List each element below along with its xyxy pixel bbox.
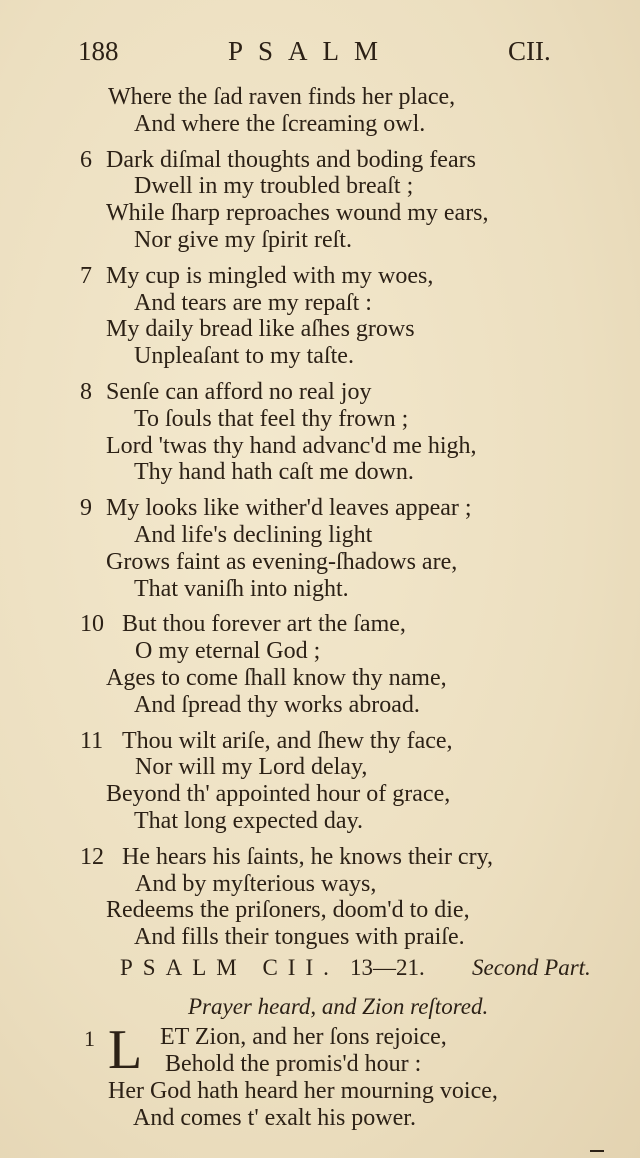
verse-line: O my eternal God ; (135, 638, 321, 665)
verse-line: ET Zion, and her ſons rejoice, (160, 1024, 447, 1050)
verse-line: My daily bread like aſhes grows (106, 316, 415, 343)
running-head-number: CII. (508, 36, 551, 66)
page-number: 188 (78, 36, 119, 66)
stanza (0, 147, 640, 254)
verse-number: 9 (80, 495, 92, 522)
verse-line: Grows faint as evening-ſhadows are, (106, 548, 458, 575)
stanza (0, 844, 640, 951)
verse-line: 12 He hears his ſaints, he knows their cry, (80, 843, 494, 870)
part-heading-range: 13—21. (350, 955, 425, 980)
verse-line: 7 My cup is mingled with my woes, (80, 262, 434, 289)
verse-line: 8 Senſe can afford no real joy (80, 378, 372, 405)
verse-line: 9 My looks like wither'd leaves appear ; (80, 495, 472, 522)
verse-line: And where the ſcreaming owl. (134, 110, 426, 137)
verse-number: 1 (84, 1026, 95, 1051)
verse-line: Behold the promis'd hour : (165, 1051, 422, 1077)
verse-line: While ſharp reproaches wound my ears, (106, 200, 489, 227)
verse-number: 7 (80, 262, 92, 289)
part-two-stanza (0, 1019, 640, 1132)
verse-line: Lord 'twas thy hand advanc'd me high, (106, 432, 477, 459)
verse-line: Nor give my ſpirit reſt. (134, 226, 352, 253)
verse-line: That vaniſh into night. (134, 575, 349, 602)
verse-number: 11 (80, 727, 104, 754)
verse-line: Where the ſad raven finds her place, (108, 84, 456, 110)
verse-line: 6 Dark diſmal thoughts and boding fears (80, 146, 476, 173)
verse-line: Ages to come ſhall know thy name, (106, 664, 447, 691)
stanza (0, 379, 640, 486)
drop-cap: L (108, 1019, 143, 1081)
verse-line: And fills their tongues with praiſe. (134, 924, 465, 951)
verse-line: And life's declining light (134, 521, 373, 548)
verse-line: 11 Thou wilt ariſe, and ſhew thy face, (80, 727, 453, 754)
verse-line: Unpleaſant to my taſte. (134, 343, 354, 370)
running-head: PSALM (228, 36, 394, 66)
psalm-text (0, 84, 640, 960)
part-subtitle: Prayer heard, and Zion reſtored. (188, 994, 489, 1019)
stanza (0, 263, 640, 370)
verse-line: Redeems the priſoners, doom'd to die, (106, 897, 470, 924)
verse-line: Nor will my Lord delay, (135, 754, 368, 781)
verse-number: 12 (80, 843, 104, 870)
verse-line: And tears are my repaſt : (134, 289, 372, 316)
verse-line: That long expected day. (134, 807, 364, 834)
stanza (0, 495, 640, 602)
verse-line: 10 But thou forever art the ſame, (80, 611, 406, 638)
verse-line: And by myſterious ways, (135, 870, 377, 897)
stanza (0, 728, 640, 835)
stanza (0, 84, 640, 138)
verse-line: And comes t' exalt his power. (133, 1105, 416, 1131)
verse-number: 10 (80, 611, 104, 638)
verse-number: 8 (80, 378, 92, 405)
verse-line: To ſouls that feel thy frown ; (134, 405, 409, 432)
verse-line: Thy hand hath caſt me down. (134, 459, 414, 486)
verse-line: And ſpread thy works abroad. (134, 691, 420, 718)
stanza (0, 611, 640, 718)
part-heading-title: PSALM CII. (120, 955, 339, 980)
page-header (78, 36, 551, 76)
verse-line: Her God hath heard her mourning voice, (108, 1078, 498, 1104)
part-heading-part: Second Part. (472, 955, 591, 980)
catchword-mark (590, 1150, 604, 1152)
verse-number: 6 (80, 146, 92, 173)
part-heading (0, 955, 640, 985)
verse-line: Beyond th' appointed hour of grace, (106, 781, 451, 808)
verse-line: Dwell in my troubled breaſt ; (134, 173, 414, 200)
